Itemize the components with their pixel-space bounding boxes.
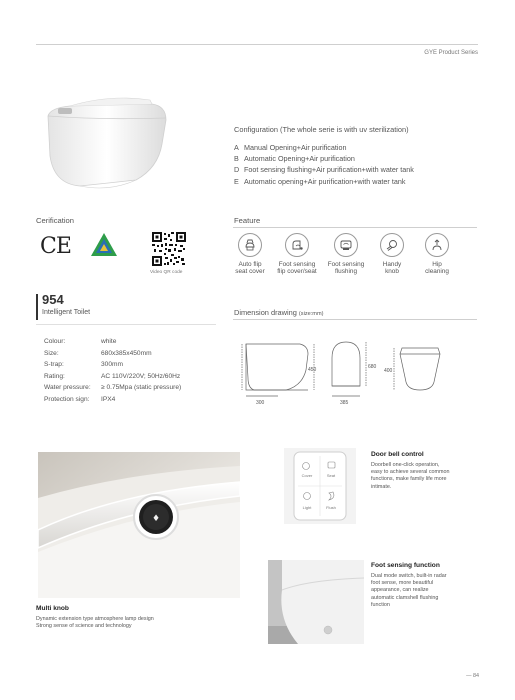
model-number: 954 (42, 292, 64, 307)
feature-hip-cleaning: Hip cleaning (416, 233, 458, 275)
top-length-label: 680 (368, 364, 377, 370)
configuration-item: E Automatic opening+Air purification+with water tank (234, 176, 406, 186)
configuration-item: B Automatic Opening+Air purification (234, 154, 355, 164)
feature-title: Feature (234, 216, 261, 225)
top-width-label: 385 (340, 400, 349, 406)
ce-mark: CE (40, 234, 71, 259)
door-bell-title: Door bell control (371, 451, 424, 458)
spec-divider (36, 324, 216, 325)
foot-sensing-photo (268, 560, 364, 644)
spec-row: S-trap: 300mm (44, 361, 123, 369)
panel-label-cover: Cover (301, 473, 313, 478)
spec-row: Colour: white (44, 338, 117, 345)
panel-label-flush: Flush (326, 505, 336, 510)
series-title: GYE Product Series (424, 50, 478, 56)
door-bell-desc: Doorbell one-click operation, easy to achieve several common functions, make family life more intimate. (371, 462, 450, 490)
door-bell-panel (284, 448, 356, 524)
spec-row: Protection sign: IPX4 (44, 395, 116, 403)
configuration-list (234, 142, 414, 187)
handy-knob-icon (380, 233, 404, 257)
spec-row: Size: 680x385x450mm (44, 349, 152, 357)
page-number: — 84 (466, 673, 479, 679)
foot-sensing-flush-icon (334, 233, 358, 257)
toilet-hero-image (40, 86, 175, 196)
dimension-title: Dimension drawing (size:mm) (234, 308, 324, 317)
qr-caption: Video QR code (150, 270, 183, 275)
feature-auto-flip: Auto flip seat cover (229, 233, 271, 275)
feature-foot-sensing-flush: Foot sensing flushing (325, 233, 367, 275)
header-divider (36, 44, 478, 45)
hip-cleaning-icon (425, 233, 449, 257)
dimension-drawing (234, 330, 478, 410)
dimension-divider (233, 319, 477, 320)
front-height-label: 400 (384, 368, 393, 374)
panel-label-seat: Seat (326, 473, 336, 478)
feature-foot-sensing-flip: Foot sensing flip cover/seat (276, 233, 318, 275)
feature-handy-knob: Handy knob (371, 233, 413, 275)
video-qr-code[interactable] (152, 232, 186, 266)
configuration-item: D Foot sensing flushing+Air purification+with water tank (234, 165, 414, 175)
certification-title: Cerification (36, 216, 74, 225)
spec-list (44, 336, 181, 406)
configuration-item: A Manual Opening+Air purification (234, 143, 347, 152)
svg-text:♦: ♦ (151, 514, 161, 524)
certification-triangle-logo (90, 232, 118, 258)
auto-flip-seat-icon (238, 233, 262, 257)
multi-knob-title: Multi knob (36, 605, 69, 612)
foot-sensing-desc: Dual mode switch, built-in radar foot sense, more beautiful appearance, can realize automatic clamshell flushing function (371, 573, 447, 608)
side-base-label: 300 (256, 400, 265, 406)
model-name: Intelligent Toilet (42, 309, 91, 316)
panel-label-light: Light (302, 505, 312, 510)
feature-divider (233, 227, 477, 228)
model-accent-bar (36, 294, 38, 320)
spec-row: Rating: AC 110V/220V; 50Hz/60Hz (44, 372, 181, 380)
multi-knob-photo (38, 452, 240, 598)
configuration-title: Configuration (The whole serie is with uv sterilization) (234, 125, 409, 134)
multi-knob-desc: Dynamic extension type atmosphere lamp design Strong sense of science and technology (36, 616, 154, 630)
side-height-label: 450 (308, 367, 317, 373)
foot-sensing-flip-icon (285, 233, 309, 257)
foot-sensing-title: Foot sensing function (371, 562, 440, 569)
spec-row: Water pressure: ≥ 0.75Mpa (static pressure) (44, 384, 182, 392)
